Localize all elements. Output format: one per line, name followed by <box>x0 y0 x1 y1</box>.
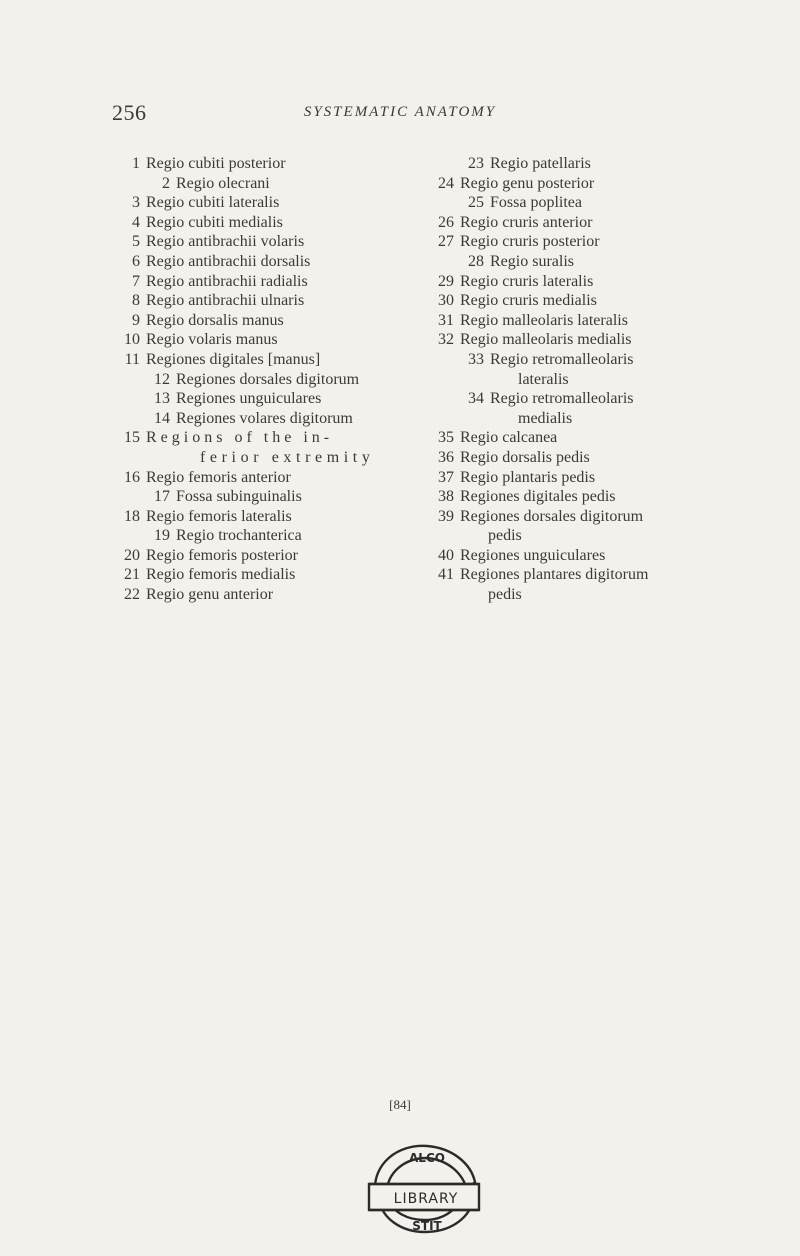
legend-number: 3 <box>132 194 140 212</box>
legend-entry <box>426 232 746 252</box>
legend-label: Regions of the in- <box>146 429 334 447</box>
legend-label: Regio femoris lateralis <box>146 507 292 525</box>
legend-label: Regio plantaris pedis <box>460 468 596 486</box>
legend-entry <box>112 213 432 233</box>
legend-number: 39 <box>438 507 454 525</box>
legend-entry <box>112 507 432 527</box>
legend-number: 29 <box>438 272 454 290</box>
legend-number: 8 <box>132 292 140 310</box>
legend-entry <box>112 232 432 252</box>
left-column <box>112 154 432 605</box>
legend-label: Regio cruris medialis <box>460 292 597 310</box>
legend-number: 35 <box>438 429 454 447</box>
legend-label: Regio antibrachii radialis <box>146 272 308 290</box>
legend-label: Regio retromalleolaris <box>490 350 634 368</box>
legend-number: 38 <box>438 488 454 506</box>
legend-label: Regiones unguiculares <box>460 546 606 564</box>
legend-number: 33 <box>468 350 484 368</box>
legend-label: Regio malleolaris lateralis <box>460 311 628 329</box>
legend-label: Regio antibrachii dorsalis <box>146 252 311 270</box>
legend-entry <box>112 428 432 448</box>
legend-number <box>426 409 454 429</box>
legend-entry <box>112 565 432 585</box>
plate-label: [84] <box>389 1097 411 1112</box>
legend-label: Regio femoris medialis <box>146 566 296 584</box>
legend-entry <box>426 546 746 566</box>
legend-entry <box>112 389 432 409</box>
legend-number: 20 <box>124 546 140 564</box>
legend-label: Regio olecrani <box>176 174 270 192</box>
legend-label: Regio retromalleolaris <box>490 390 634 408</box>
legend-entry <box>112 291 432 311</box>
legend-entry <box>426 370 746 390</box>
legend-number: 18 <box>124 507 140 525</box>
legend-number: 27 <box>438 233 454 251</box>
legend-entry <box>426 213 746 233</box>
legend-entry <box>426 311 746 331</box>
running-head: SYSTEMATIC ANATOMY <box>303 104 497 120</box>
legend-label: Regiones digitales pedis <box>460 488 616 506</box>
legend-entry <box>426 409 746 429</box>
legend-entry <box>426 174 746 194</box>
legend-label: Regio femoris posterior <box>146 546 298 564</box>
legend-entry <box>112 193 432 213</box>
legend-label: pedis <box>488 586 522 604</box>
legend-number: 10 <box>124 331 140 349</box>
legend-entry <box>112 585 432 605</box>
legend-entry <box>112 272 432 292</box>
legend-entry <box>112 311 432 331</box>
legend-entry <box>426 507 746 527</box>
legend-entry <box>426 272 746 292</box>
right-column <box>426 154 746 605</box>
legend-entry <box>112 448 432 468</box>
legend-entry <box>112 370 432 390</box>
legend-number <box>112 448 140 468</box>
legend-label: Regio patellaris <box>490 155 591 172</box>
legend-label: Regio genu anterior <box>146 586 274 604</box>
legend-entry <box>112 174 432 194</box>
legend-label: Regio cubiti posterior <box>146 155 286 172</box>
legend-entry <box>426 389 746 409</box>
legend-entry <box>426 252 746 272</box>
legend-entry <box>426 291 746 311</box>
legend-number: 12 <box>154 370 170 388</box>
legend-number: 37 <box>438 468 454 486</box>
legend-entry <box>112 154 432 174</box>
legend-entry <box>426 193 746 213</box>
legend-entry <box>112 409 432 429</box>
legend-label: Regiones digitales [manus] <box>146 350 321 368</box>
legend-label: Regiones volares digitorum <box>176 409 353 427</box>
legend-number: 7 <box>132 272 140 290</box>
legend-entry <box>426 565 746 585</box>
stamp-center-text: LIBRARY <box>393 1191 459 1207</box>
legend-label: Fossa subinguinalis <box>176 488 302 506</box>
legend-label: Regiones dorsales digitorum <box>176 370 360 388</box>
legend-entry <box>112 252 432 272</box>
legend-label: Regio dorsalis pedis <box>460 448 590 466</box>
legend-number: 13 <box>154 390 170 408</box>
legend-label: medialis <box>518 409 573 427</box>
legend-number: 23 <box>468 155 484 172</box>
legend-entry <box>426 448 746 468</box>
stamp-bottom-text: STIT <box>412 1219 442 1233</box>
legend-entry <box>112 546 432 566</box>
legend-number: 36 <box>438 448 454 466</box>
legend-label: lateralis <box>518 370 569 388</box>
library-stamp-icon <box>357 1130 489 1240</box>
legend-number: 21 <box>124 566 140 584</box>
legend-entry <box>112 526 432 546</box>
legend-label: ferior extremity <box>200 448 375 466</box>
legend-label: Regiones plantares digitorum <box>460 566 649 584</box>
legend-number: 26 <box>438 213 454 231</box>
legend-label: pedis <box>488 527 522 545</box>
legend-number: 30 <box>438 292 454 310</box>
legend-entry <box>426 154 746 174</box>
stamp-top-text: ALCO <box>409 1151 445 1165</box>
legend-number: 14 <box>154 409 170 427</box>
legend-entry <box>426 350 746 370</box>
legend-number: 34 <box>468 390 484 408</box>
legend-label: Regio dorsalis manus <box>146 311 284 329</box>
legend-number: 16 <box>124 468 140 486</box>
legend-number: 4 <box>132 213 140 231</box>
legend-entry <box>112 487 432 507</box>
legend-label: Regio calcanea <box>460 429 558 447</box>
page-number: 256 <box>112 100 147 125</box>
legend-entry <box>426 487 746 507</box>
legend-entry <box>426 428 746 448</box>
legend-label: Regio cruris anterior <box>460 213 593 231</box>
legend-number: 6 <box>132 252 140 270</box>
legend-entry <box>426 468 746 488</box>
legend-entry <box>426 330 746 350</box>
legend-label: Fossa poplitea <box>490 194 582 212</box>
legend-number: 41 <box>438 566 454 584</box>
legend-number <box>426 585 454 605</box>
legend-label: Regiones unguiculares <box>176 390 322 408</box>
legend-entry <box>112 468 432 488</box>
legend-entry <box>112 350 432 370</box>
legend-number: 1 <box>132 155 140 172</box>
legend-label: Regiones dorsales digitorum <box>460 507 644 525</box>
legend-number: 28 <box>468 252 484 270</box>
legend-label: Regio cruris lateralis <box>460 272 594 290</box>
legend-label: Regio antibrachii ulnaris <box>146 292 305 310</box>
legend-label: Regio antibrachii volaris <box>146 233 305 251</box>
legend-number: 22 <box>124 586 140 604</box>
legend-label: Regio cubiti lateralis <box>146 194 280 212</box>
legend-number: 2 <box>162 174 170 192</box>
legend-number <box>426 526 454 546</box>
legend-number: 31 <box>438 311 454 329</box>
legend-number: 11 <box>124 350 140 368</box>
legend-number: 5 <box>132 233 140 251</box>
legend-entry <box>112 330 432 350</box>
legend-label: Regio volaris manus <box>146 331 278 349</box>
legend-number: 19 <box>154 527 170 545</box>
legend-label: Regio trochanterica <box>176 527 302 545</box>
legend-number: 9 <box>132 311 140 329</box>
legend-number <box>426 370 454 390</box>
legend-label: Regio malleolaris medialis <box>460 331 632 349</box>
legend-number: 15 <box>124 429 140 447</box>
legend-entry <box>426 526 746 546</box>
legend-number: 17 <box>154 488 170 506</box>
legend-number: 24 <box>438 174 454 192</box>
legend-label: Regio cubiti medialis <box>146 213 283 231</box>
legend-number: 25 <box>468 194 484 212</box>
legend-label: Regio femoris anterior <box>146 468 291 486</box>
legend-label: Regio suralis <box>490 252 574 270</box>
legend-number: 40 <box>438 546 454 564</box>
legend-entry <box>426 585 746 605</box>
legend-label: Regio cruris posterior <box>460 233 600 251</box>
legend-label: Regio genu posterior <box>460 174 595 192</box>
legend-number: 32 <box>438 331 454 349</box>
